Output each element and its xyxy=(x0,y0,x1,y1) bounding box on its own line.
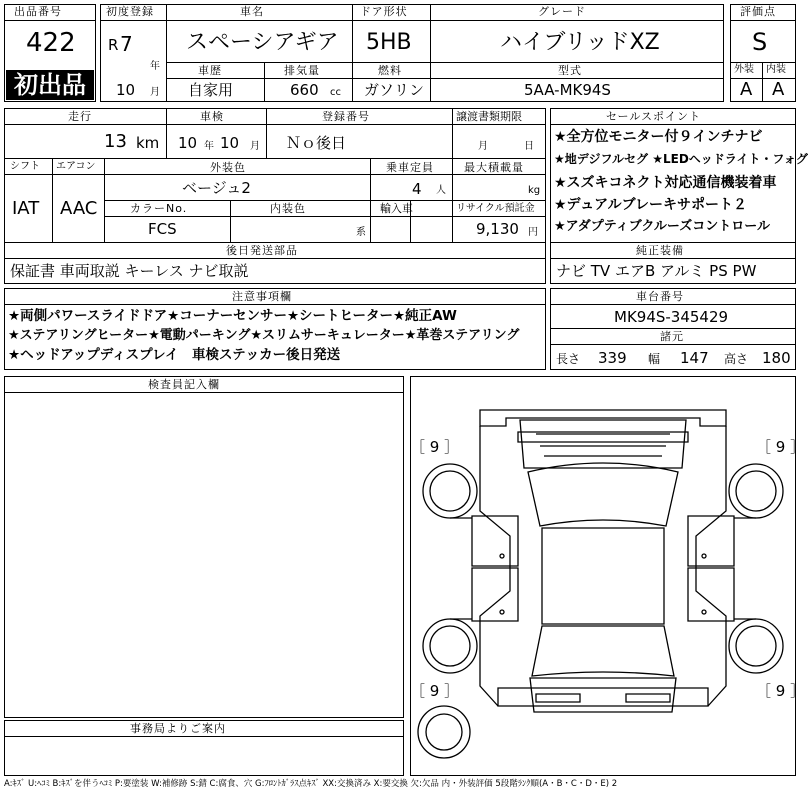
notes-line: ★両側パワースライドドア★コーナーセンサー★シートヒーター★純正AW xyxy=(8,308,457,324)
recycle-value: 9,130 xyxy=(476,220,519,238)
lot-number: 422 xyxy=(26,28,76,58)
height-value: 180 xyxy=(762,349,791,367)
seats-label: 乗車定員 xyxy=(386,161,434,174)
legend: A:ｷｽﾞ U:ﾍｺﾐ B:ｷｽﾞを伴うﾍｺﾐ P:要塗装 W:補修跡 S:錆 C:腐食、穴 G:ﾌﾛﾝﾄｶﾞﾗｽ点ｷｽﾞ XX:交換済み X:要交換 欠:欠品 内・外装評価 5段階ﾗﾝｸ順(A・B・C・D・E) 2 xyxy=(4,779,618,789)
later-parts-value: 保証書 車両取説 キーレス ナビ取説 xyxy=(10,262,249,280)
notes-line: ★ヘッドアップディスプレイ 車検ステッカー後日発送 xyxy=(8,347,341,363)
recycle-unit: 円 xyxy=(528,227,538,238)
sales-item: ★デュアルブレーキサポート２ xyxy=(554,197,748,213)
mileage-value: 13 xyxy=(104,131,127,152)
tire-label-rr: ［ 9 ］ xyxy=(756,682,806,700)
roof xyxy=(542,528,664,624)
recycle-label: リサイクル預託金 xyxy=(456,203,535,214)
rear-bumper xyxy=(498,688,708,706)
car-label: 車名 xyxy=(240,5,264,18)
displacement-value: 660 xyxy=(290,81,319,99)
tire-label-fr: ［ 9 ］ xyxy=(756,438,806,456)
transfer-day-unit: 日 xyxy=(524,141,534,152)
first-listing-badge: 初出品 xyxy=(6,70,94,100)
model-value: 5AA-MK94S xyxy=(524,81,611,99)
reg-year: 7 xyxy=(120,32,133,56)
wheel-fr xyxy=(729,464,783,518)
door-label: ドア形状 xyxy=(360,5,408,18)
equipment-value: ナビ TV エアB アルミ PS PW xyxy=(556,262,757,280)
import-label: 輸入車 xyxy=(380,202,413,215)
windshield xyxy=(528,463,678,526)
mileage-label: 走行 xyxy=(68,110,92,123)
history-value: 自家用 xyxy=(188,81,234,99)
length-value: 339 xyxy=(598,349,627,367)
transfer-label: 譲渡書類期限 xyxy=(456,110,522,123)
rear-hatch xyxy=(530,678,676,712)
displacement-label: 排気量 xyxy=(284,64,320,77)
interior-unit: 系 xyxy=(356,227,366,238)
front-bumper xyxy=(480,410,726,426)
wheel-fl xyxy=(423,464,477,518)
inspection-month: 10 xyxy=(220,134,240,152)
wheel-rr xyxy=(729,619,783,673)
reg-year-unit: 年 xyxy=(150,61,160,72)
dims-label: 諸元 xyxy=(660,330,684,343)
plate-value: Ｎｏ後日 xyxy=(286,134,347,152)
color-no-value: FCS xyxy=(148,220,177,238)
sales-item: ★スズキコネクト対応通信機装着車 xyxy=(554,175,777,191)
fuel-value: ガソリン xyxy=(364,81,425,99)
sales-item: ★アダプティブクルーズコントロール xyxy=(554,219,771,234)
shift-value: IAT xyxy=(12,198,40,219)
inspection-month-unit: 月 xyxy=(250,141,260,152)
notes-label: 注意事項欄 xyxy=(232,290,292,303)
ac-value: AAC xyxy=(60,198,98,219)
int-score: A xyxy=(772,79,785,100)
ac-label: エアコン xyxy=(56,161,96,172)
load-unit: kg xyxy=(528,185,541,196)
ext-score: A xyxy=(740,79,753,100)
transfer-month-unit: 月 xyxy=(478,141,488,152)
interior-label: 内装色 xyxy=(270,202,306,215)
fuel-label: 燃料 xyxy=(378,64,402,77)
sales-item: ★全方位モニター付９インチナビ xyxy=(554,129,763,145)
chassis-label: 車台番号 xyxy=(636,290,684,303)
reg-month-unit: 月 xyxy=(150,87,160,98)
notes-line: ★ステアリングヒーター★電動パーキング★スリムサーキュレーター★革巻ステアリング xyxy=(8,328,520,343)
reg-era: R xyxy=(108,36,119,54)
chassis-value: MK94S-345429 xyxy=(614,308,729,326)
inspection-label: 車検 xyxy=(200,110,224,123)
seats-value: 4 xyxy=(412,180,422,198)
seats-unit: 人 xyxy=(436,185,446,196)
car-diagram xyxy=(410,376,796,776)
later-parts-label: 後日発送部品 xyxy=(226,244,298,257)
shift-label: シフト xyxy=(10,161,40,172)
equipment-label: 純正装備 xyxy=(636,244,684,257)
score-value: S xyxy=(752,28,768,56)
height-label: 高さ xyxy=(724,352,749,366)
int-label: 内装 xyxy=(766,64,786,75)
ext-label: 外装 xyxy=(734,64,754,75)
inspector-box xyxy=(4,376,404,718)
exterior-label: 外装色 xyxy=(210,161,246,174)
load-label: 最大積載量 xyxy=(464,161,524,174)
office-label: 事務局よりご案内 xyxy=(130,722,226,735)
reg-month: 10 xyxy=(116,81,136,99)
sales-label: セールスポイント xyxy=(606,110,702,123)
tire-label-rl: ［ 9 ］ xyxy=(410,682,460,700)
tire-label-fl: ［ 9 ］ xyxy=(410,438,460,456)
lot-label: 出品番号 xyxy=(14,5,62,18)
length-label: 長さ xyxy=(556,352,581,366)
plate-label: 登録番号 xyxy=(322,110,370,123)
hood xyxy=(520,420,686,468)
color-no-label: カラーNo. xyxy=(130,202,188,215)
inspector-label: 検査員記入欄 xyxy=(148,378,220,391)
rear-glass xyxy=(532,626,674,676)
car-name: スペーシアギア xyxy=(186,30,339,55)
reg-label: 初度登録 xyxy=(106,5,154,18)
inspection-year-unit: 年 xyxy=(204,141,214,152)
score-label: 評価点 xyxy=(740,5,776,18)
door-value: 5HB xyxy=(366,30,412,55)
mileage-unit: km xyxy=(136,134,160,152)
grade-label: グレード xyxy=(538,5,586,18)
history-label: 車歴 xyxy=(198,64,222,77)
model-label: 型式 xyxy=(558,64,582,77)
wheel-rl xyxy=(423,619,477,673)
width-value: 147 xyxy=(680,349,709,367)
grade-value: ハイブリッドXZ xyxy=(500,30,660,55)
exterior-value: ベージュ2 xyxy=(182,179,251,197)
sales-item: ★地デジフルセグ ★LEDヘッドライト・フォグ xyxy=(554,152,808,166)
inspection-year: 10 xyxy=(178,134,198,152)
width-label: 幅 xyxy=(648,352,661,366)
displacement-unit: cc xyxy=(330,87,341,98)
